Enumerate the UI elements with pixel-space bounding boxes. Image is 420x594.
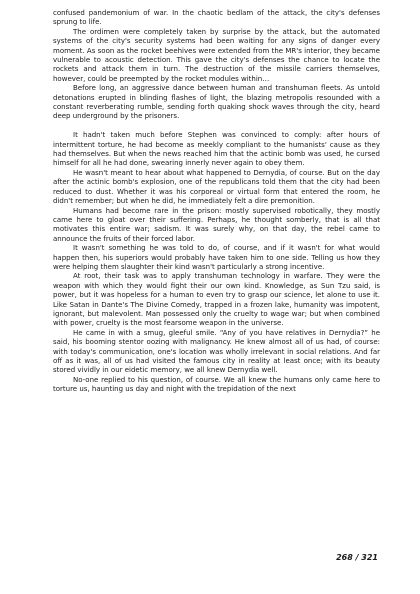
paragraph: Humans had become rare in the prison: mostly supervised robotically, they mostly came here to gloat over their suffering. Perhaps, he thought somberly, that is all that motivates this entire war; sadism. It was surely why, on that day, the rebel came to announce the fruits of their forced labor. bbox=[53, 206, 380, 243]
paragraph: He came in with a smug, gleeful smile. “Any of you have relatives in Dernydia?” he said, his booming stentor oozing with malignancy. He knew almost all of us had, of course: with today's communication, one's location was wholly irrelevant in social relations. And far off as it was, all of us had visited the famous city in reality at least once; with its beauty stored vividly in our eidetic memory, we all knew Dernydia well. bbox=[53, 328, 380, 375]
paragraph: No-one replied to his question, of course. We all knew the humans only came here to torture us, haunting us day and night with the trepidation of the next bbox=[53, 375, 380, 394]
section-break bbox=[53, 122, 380, 131]
paragraph: confused pandemonium of war. In the chaotic bedlam of the attack, the city's defenses sprung to life. bbox=[53, 9, 380, 27]
body-text bbox=[53, 9, 380, 395]
page-number: 268 / 321 bbox=[336, 553, 378, 562]
paragraph: At root, their task was to apply transhuman technology in warfare. They were the weapon with which they would fight their our own kind. Knowledge, as Sun Tzu said, is power, but it was hopeless for a human to even try to grasp our science, let alone to use it. Like Satan in Dante's The Divine Comedy, trapped in a frozen lake, humanity was impotent, ignorant, but malevolent. Man possessed only the cruelty to wage war; but when combined with power, cruelty is the most fearsome weapon in the universe. bbox=[53, 272, 380, 328]
paragraph: It hadn't taken much before Stephen was convinced to comply: after hours of intermittent torture, he had become as meekly compliant to the humanists' cause as they had themselves. But when the news reached him that the actinic bomb was used, he cursed himself for all he had done, swearing innerly never again to obey them. bbox=[53, 131, 380, 168]
paragraph: It wasn't something he was told to do, of course, and if it wasn't for what would happen then, his superiors would probably have taken him to one side. Telling us how they were helping them slaughter their kind wasn't particularly a strong incentive. bbox=[53, 244, 380, 271]
paragraph: He wasn't meant to hear about what happened to Dernydia, of course. But on the day after the actinic bomb's explosion, one of the republicans told them that the city had been reduced to dust. Whether it was his corporeal or virtual form that entered the room, he didn't remember; but when he did, he immediately felt a dire premonition. bbox=[53, 168, 380, 206]
paragraph: Before long, an aggressive dance between human and transhuman fleets. As untold detonations erupted in blinding flashes of light, the blazing metropolis resounded with a constant reverberating rumble, sending forth quaking shock waves through the city, heard deep underground by the prisoners. bbox=[53, 84, 380, 121]
paragraph: The ordimen were completely taken by surprise by the attack, but the automated systems of the city's security systems had been waiting for any signs of danger every moment. As soon as the rocket beehives were extended from the MR's interior, they became vulnerable to acoustic detection. This gave the city's defenses the chance to locate the rockets and attack them in turn. The destruction of the missile carriers themselves, however, could be preempted by the rocket modules within… bbox=[53, 27, 380, 83]
